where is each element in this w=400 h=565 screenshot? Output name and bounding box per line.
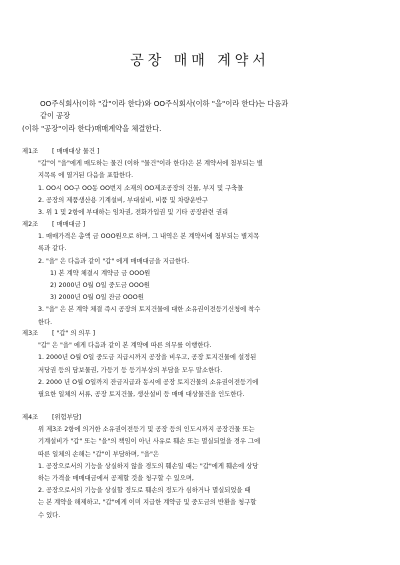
article-1-line: 지목록 에 열거된 다음을 포함한다. <box>38 172 134 180</box>
article-3-number: 제3조 <box>22 330 39 337</box>
intro-line-1: OO주식회사(이하 "갑"이라 한다)와 OO주식회사(이하 "을"이라 한다)는 다음과 <box>40 99 289 108</box>
article-2-line: 2. "을" 은 다음과 같이 "갑" 에게 매매대금을 지급한다. <box>38 257 190 265</box>
document-title: 공장 매매 계약서 <box>130 53 270 69</box>
article-3-line: 1. 2000년 O월 O일 중도금 지급시까지 공장을 비우고, 공장 토지건물에 설정된 <box>38 354 257 362</box>
article-4-header <box>22 412 382 424</box>
article-3 <box>22 328 382 401</box>
article-4-line: 기계설비가 "갑" 또는 "을"의 책임이 아닌 사유로 훼손 또는 멸실되었을 경우 그에 <box>38 438 261 446</box>
article-3-heading: [ "갑" 의 의무 ] <box>52 330 96 337</box>
article-4-line: 하는 가격을 매매대금에서 공제할 것을 청구할 수 있으며, <box>38 475 194 483</box>
article-4-line: 따른 일체의 손해는 "갑"이 부담하며, "을"은 <box>38 450 159 458</box>
article-1 <box>22 146 382 219</box>
intro-line-3: (이하 "공장"이라 한다)매매계약을 체결한다. <box>22 124 162 133</box>
article-4-line: 1. 공장으로서의 기능을 상실하지 않을 경도의 훼손일 때는 "갑"에게 훼손에 상당 <box>38 462 259 470</box>
article-1-number: 제1조 <box>22 148 39 155</box>
article-2-line: 1. 매매가격은 총액 금 OOO원으로 하며, 그 내역은 본 계약서에 첨부되는 별지목 <box>38 233 260 241</box>
article-4-line: 는 본 계약을 해제하고, "갑"에게 이미 지급한 계약금 및 중도금의 반환을 청구할 <box>38 499 257 507</box>
article-2-line: 한다. <box>38 318 53 326</box>
article-4-line: 수 있다. <box>38 511 61 519</box>
article-3-line: "갑" 은 "을" 에게 다음과 같이 본 계약에 따른 의무를 이행한다. <box>38 342 212 350</box>
article-1-line: 3. 위 1 및 2항에 부대하는 임차권, 전화가입권 및 기타 공장관련 권리 <box>38 209 229 217</box>
article-4-line: 위 제3조 2항에 의거한 소유권이전등기 및 공장 등의 인도시까지 공장건물 또는 <box>38 426 255 434</box>
article-1-line: "갑"이 "을"에게 매도하는 물건 (이하 "물건"이라 한다)은 본 계약서에 첨부되는 별 <box>38 160 263 168</box>
article-4-heading: [위험부담] <box>52 414 82 421</box>
article-1-header <box>22 146 382 158</box>
article-1-line: 1. OO시 OO구 OO동 OO번지 소재의 OO제조공장의 건물, 부지 및 구축물 <box>38 184 244 192</box>
article-4 <box>22 412 382 522</box>
article-2-number: 제2조 <box>22 221 39 228</box>
article-2-heading: [ 매매대금 ] <box>52 221 86 228</box>
article-4-number: 제4조 <box>22 414 39 421</box>
article-2 <box>22 219 382 329</box>
article-3-line: 필요한 일체의 서류, 공장 토지건물, 생산설비 등 매매 대상물건을 인도한다. <box>38 391 245 399</box>
article-1-heading: [ 매매대상 물건 ] <box>52 148 100 155</box>
article-2-line: 3. "을" 은 본 계약 체결 즉시 공장의 토지건물에 대한 소유권이전등기신청에 착수 <box>38 306 261 314</box>
intro-line-2: 같이 공장 <box>40 111 71 120</box>
article-2-line: 2) 2000년 O월 O일 중도금 OOO원 <box>50 282 150 290</box>
article-2-line: 3) 2000년 O월 O일 잔금 OOO원 <box>50 294 144 302</box>
article-4-line: 2. 공장으로서의 기능을 상실할 정도로 훼손의 정도가 심하거나 멸실되었을 때 <box>38 487 251 495</box>
article-2-header <box>22 219 382 231</box>
article-2-line: 록과 같다. <box>38 245 67 253</box>
article-2-line: 1) 본 계약 체결시 계약금 금 OOO원 <box>50 269 151 277</box>
article-1-line: 2. 공장의 제품생산용 기계설비, 부대설비, 비품 및 차량운반구 <box>38 196 209 204</box>
article-3-line: 저당권 등의 담보물권, 가등기 등 등기부상의 부담을 모두 말소한다. <box>38 366 223 374</box>
article-3-line: 2. 2000 년 O월 O일까지 잔금지급과 동시에 공장 토지건물의 소유권이전등기에 <box>38 378 259 386</box>
article-3-header <box>22 328 382 340</box>
